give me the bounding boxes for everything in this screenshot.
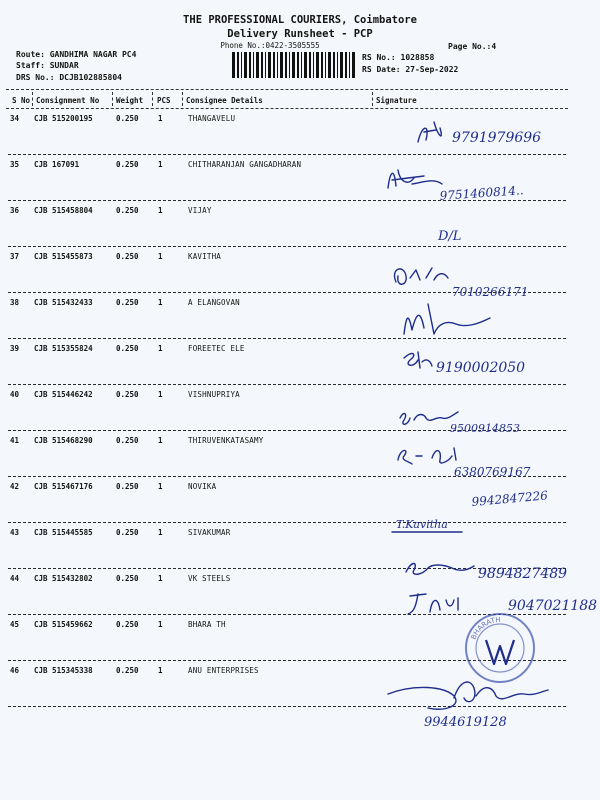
row-weight: 0.250 xyxy=(116,482,139,491)
signature-36 xyxy=(436,220,496,250)
signature-34 xyxy=(410,116,580,156)
signature-39-phone: 9190002050 xyxy=(436,360,526,376)
rs-date-label: RS Date: xyxy=(362,65,401,74)
barcode-bar xyxy=(265,52,266,78)
svg-text:BHARATH xyxy=(470,616,501,641)
row-weight: 0.250 xyxy=(116,528,139,537)
row-weight: 0.250 xyxy=(116,574,139,583)
signature-42-phone: 9942847226 xyxy=(471,488,549,509)
row-sno: 46 xyxy=(10,666,20,675)
row-pcs: 1 xyxy=(158,574,163,583)
barcode-bar xyxy=(273,52,275,78)
barcode-bar xyxy=(277,52,278,78)
rs-number-value: 1028858 xyxy=(400,53,435,62)
row-pcs: 1 xyxy=(158,528,163,537)
signature-45-phone: 9047021188 xyxy=(508,598,598,614)
row-consignee: VISHNUPRIYA xyxy=(188,390,240,399)
row-consignee: VK STEELS xyxy=(188,574,231,583)
route-line xyxy=(16,50,136,59)
drs-value: DCJB102885804 xyxy=(59,73,122,82)
row-consignment-no: CJB 515458804 xyxy=(34,206,93,215)
row-sno: 44 xyxy=(10,574,20,583)
row-separator xyxy=(8,522,566,523)
barcode-bar xyxy=(345,52,347,78)
row-pcs: 1 xyxy=(158,114,163,123)
row-consignment-no: CJB 515432802 xyxy=(34,574,93,583)
page-label: Page No.: xyxy=(448,42,492,51)
page-number xyxy=(448,42,496,51)
row-consignment-no: CJB 515355824 xyxy=(34,344,93,353)
row-consignee: FOREETEC ELE xyxy=(188,344,245,353)
row-weight: 0.250 xyxy=(116,114,139,123)
barcode-bar xyxy=(297,52,299,78)
route-label: Route: xyxy=(16,50,45,59)
row-sno: 37 xyxy=(10,252,20,261)
barcode-bar xyxy=(256,52,259,78)
col-header-sno: S No xyxy=(12,96,31,105)
row-sno: 38 xyxy=(10,298,20,307)
signature-37 xyxy=(388,258,568,304)
signature-43 xyxy=(392,512,482,536)
barcode-bar xyxy=(244,52,247,78)
barcode-bar xyxy=(349,52,350,78)
signature-34-phone: 9791979696 xyxy=(452,130,542,146)
row-consignment-no: CJB 515446242 xyxy=(34,390,93,399)
barcode-bar xyxy=(249,52,251,78)
barcode-bar xyxy=(304,52,307,78)
drs-line xyxy=(16,73,122,82)
header-bottom-rule xyxy=(6,108,568,109)
signature-43-name: T.Kavitha xyxy=(396,518,448,531)
row-pcs: 1 xyxy=(158,620,163,629)
row-consignment-no: CJB 515200195 xyxy=(34,114,93,123)
row-consignment-no: CJB 515345338 xyxy=(34,666,93,675)
col-divider xyxy=(182,92,183,106)
row-sno: 35 xyxy=(10,160,20,169)
row-consignment-no: CJB 515459662 xyxy=(34,620,93,629)
row-sno: 36 xyxy=(10,206,20,215)
barcode-bar xyxy=(313,52,314,78)
row-consignment-no: CJB 515432433 xyxy=(34,298,93,307)
row-pcs: 1 xyxy=(158,666,163,675)
barcode-bar xyxy=(285,52,287,78)
row-weight: 0.250 xyxy=(116,160,139,169)
barcode xyxy=(232,52,356,78)
row-consignee: SIVAKUMAR xyxy=(188,528,231,537)
signature-41-phone: 6380769167 xyxy=(454,465,531,479)
barcode-bar xyxy=(321,52,323,78)
barcode-bar xyxy=(289,52,290,78)
row-consignee: CHITHARANJAN GANGADHARAN xyxy=(188,160,302,169)
col-header-consignment: Consignment No xyxy=(36,96,100,105)
staff-label: Staff: xyxy=(16,61,45,70)
row-weight: 0.250 xyxy=(116,206,139,215)
row-sno: 40 xyxy=(10,390,20,399)
barcode-bar xyxy=(325,52,326,78)
signature-35-phone: 9751460814.. xyxy=(439,183,524,203)
barcode-bar xyxy=(352,52,355,78)
row-pcs: 1 xyxy=(158,252,163,261)
col-header-consignee: Consignee Details xyxy=(186,96,263,105)
row-consignee: NOVIKA xyxy=(188,482,217,491)
row-consignment-no: CJB 515445585 xyxy=(34,528,93,537)
row-pcs: 1 xyxy=(158,390,163,399)
row-sno: 43 xyxy=(10,528,20,537)
row-weight: 0.250 xyxy=(116,620,139,629)
drs-label: DRS No.: xyxy=(16,73,55,82)
row-consignee: BHARA TH xyxy=(188,620,226,629)
row-weight: 0.250 xyxy=(116,436,139,445)
barcode-bar xyxy=(292,52,295,78)
row-consignment-no: CJB 515467176 xyxy=(34,482,93,491)
row-sno: 45 xyxy=(10,620,20,629)
barcode-bar xyxy=(309,52,311,78)
row-consignee: A ELANGOVAN xyxy=(188,298,240,307)
row-weight: 0.250 xyxy=(116,252,139,261)
signature-38 xyxy=(398,300,508,342)
row-sno: 41 xyxy=(10,436,20,445)
row-separator xyxy=(8,384,566,385)
staff-value: SUNDAR xyxy=(49,61,79,70)
phone-label: Phone No.: xyxy=(220,41,266,50)
barcode-bar xyxy=(328,52,331,78)
row-sno: 39 xyxy=(10,344,20,353)
row-consignment-no: CJB 515468290 xyxy=(34,436,93,445)
rs-date-line xyxy=(362,65,458,74)
signature-37-phone: 7010266171 xyxy=(452,285,529,299)
col-header-pcs: PCS xyxy=(157,96,171,105)
row-consignment-no: CJB 515455873 xyxy=(34,252,93,261)
stamp-text: BHARATH xyxy=(469,615,501,641)
row-pcs: 1 xyxy=(158,482,163,491)
row-weight: 0.250 xyxy=(116,298,139,307)
col-divider xyxy=(372,92,373,106)
row-consignment-no: CJB 167091 xyxy=(34,160,80,169)
staff-line xyxy=(16,61,79,70)
signature-35 xyxy=(384,160,574,206)
company-title: THE PROFESSIONAL COURIERS, Coimbatore xyxy=(183,14,417,26)
row-pcs: 1 xyxy=(158,298,163,307)
barcode-bar xyxy=(268,52,271,78)
barcode-bar xyxy=(340,52,343,78)
row-consignee: VIJAY xyxy=(188,206,212,215)
row-pcs: 1 xyxy=(158,160,163,169)
col-divider xyxy=(152,92,153,106)
row-weight: 0.250 xyxy=(116,666,139,675)
col-header-signature: Signature xyxy=(376,96,417,105)
table-row xyxy=(0,298,600,344)
col-divider xyxy=(112,92,113,106)
row-weight: 0.250 xyxy=(116,390,139,399)
phone-number: 0422-3505555 xyxy=(265,41,320,50)
row-consignee: THIRUVENKATASAMY xyxy=(188,436,264,445)
signature-46-phone: 9944619128 xyxy=(424,715,507,730)
signature-44 xyxy=(402,554,592,586)
col-header-weight: Weight xyxy=(116,96,144,105)
row-pcs: 1 xyxy=(158,436,163,445)
barcode-bar xyxy=(232,52,235,78)
signature-41 xyxy=(392,442,562,482)
rs-number-label: RS No.: xyxy=(362,53,396,62)
row-pcs: 1 xyxy=(158,206,163,215)
signature-40-phone: 9500914853 xyxy=(450,422,520,435)
barcode-bar xyxy=(280,52,283,78)
signature-40 xyxy=(396,404,556,438)
signature-44-phone: 9894827489 xyxy=(478,566,568,582)
route-value: GANDHIMA NAGAR PC4 xyxy=(49,50,137,59)
barcode-bar xyxy=(316,52,319,78)
col-divider xyxy=(32,92,33,106)
barcode-bar xyxy=(333,52,335,78)
signature-39 xyxy=(398,346,568,382)
header-top-rule xyxy=(6,89,568,90)
signature-42 xyxy=(466,486,586,514)
row-consignee: ANU ENTERPRISES xyxy=(188,666,259,675)
page-value: 4 xyxy=(491,42,497,51)
row-consignee: KAVITHA xyxy=(188,252,222,261)
table-row xyxy=(0,206,600,252)
barcode-bar xyxy=(301,52,302,78)
row-consignee: THANGAVELU xyxy=(188,114,236,123)
signature-36-note: D/L xyxy=(438,229,462,244)
barcode-bar xyxy=(261,52,263,78)
row-weight: 0.250 xyxy=(116,344,139,353)
barcode-bar xyxy=(241,52,242,78)
rs-number-line xyxy=(362,53,434,62)
runsheet-title: Delivery Runsheet - PCP xyxy=(227,28,373,40)
barcode-bar xyxy=(337,52,338,78)
row-sno: 34 xyxy=(10,114,20,123)
row-pcs: 1 xyxy=(158,344,163,353)
rs-date-value: 27-Sep-2022 xyxy=(405,65,459,74)
barcode-bar xyxy=(253,52,254,78)
signature-46 xyxy=(384,670,584,732)
barcode-bar xyxy=(237,52,239,78)
row-sno: 42 xyxy=(10,482,20,491)
